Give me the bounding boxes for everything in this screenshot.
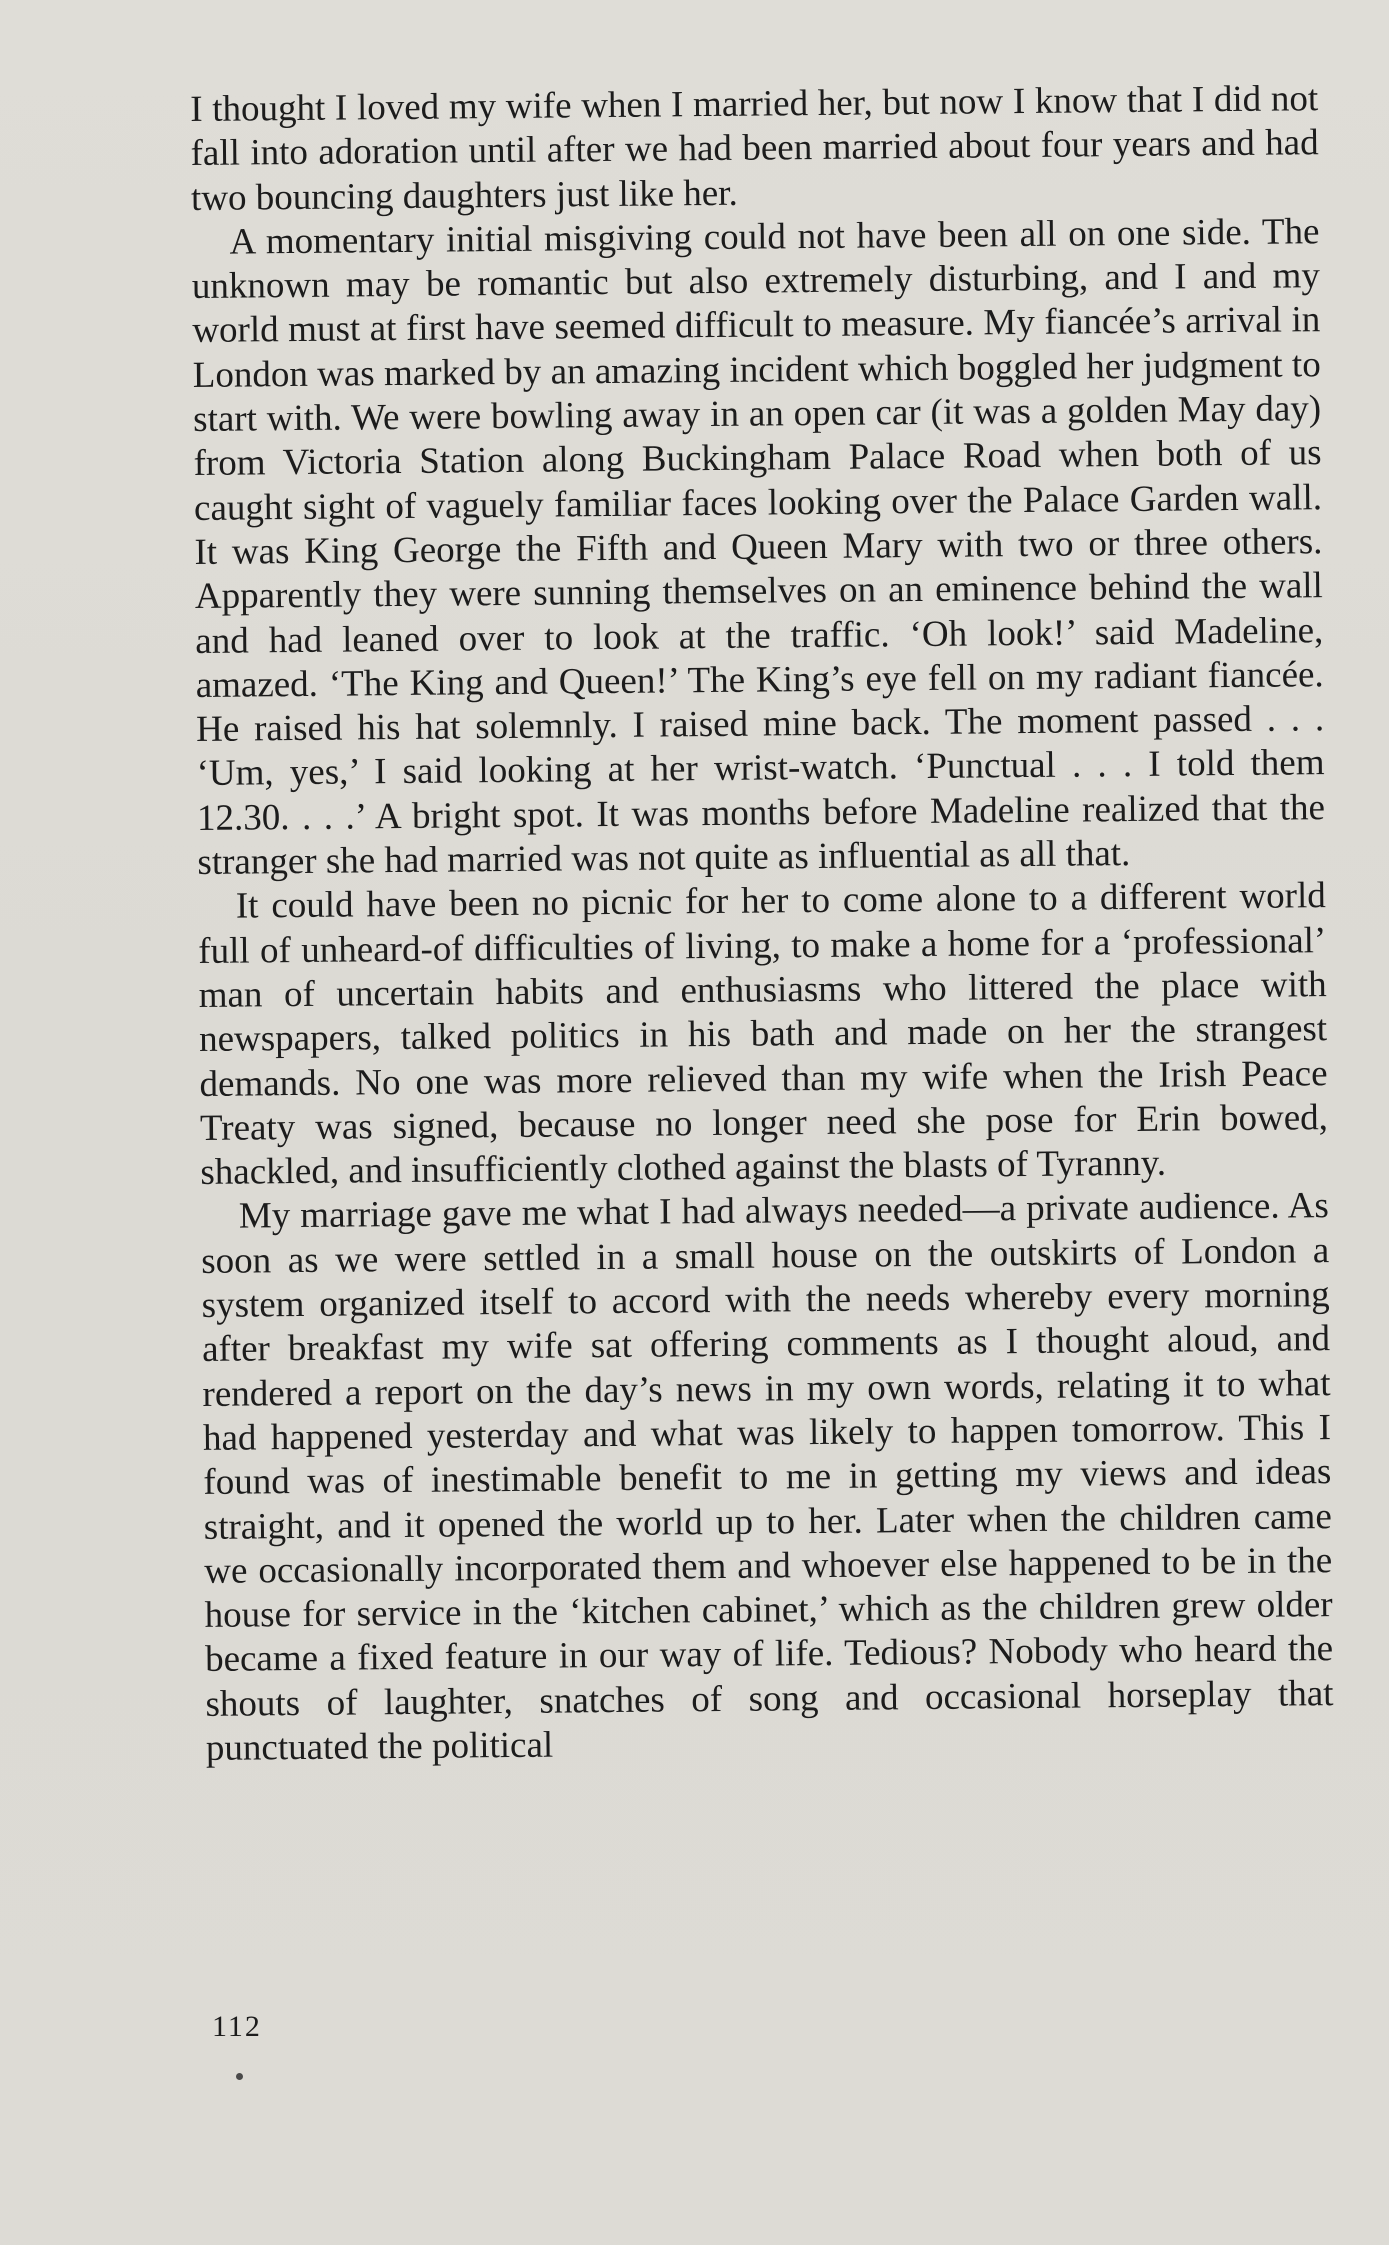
page-number: 112 [212,2010,262,2043]
body-text [190,77,1334,1771]
paragraph-3: It could have been no picnic for her to come alone to a different world full of unheard-of difficulties of living, to make a home for a ‘professional’ man of uncertain habits and enthusiasms who littered the place with newspapers, talked politics in his bath and made on her the strangest demands. No one was more relieved than my wife when the Irish Peace Treaty was signed, because no longer need she pose for Erin bowed, shackled, and insufficiently clothed against the blasts of Tyranny. [198,875,1329,1194]
paragraph-2: A momentary initial misgiving could not have been all on one side. The unknown may be romantic but also extremely disturbing, and I and my world must at first have seemed difficult to measure. My fiancée’s arrival in London was marked by an amazing incident which boggled her judgment to start with. We were bowling away in an open car (it was a golden May day) from Victoria Station along Buckingham Palace Road when both of us caught sight of vaguely familiar faces looking over the Palace Garden wall. It was King George the Fifth and Queen Mary with two or three others. Apparently they were sunning themselves on an eminence behind the wall and had leaned over to look at the traffic. ‘Oh look!’ said Madeline, amazed. ‘The King and Queen!’ The King’s eye fell on my radiant fiancée. He raised his hat solemnly. I raised mine back. The moment passed . . . ‘Um, yes,’ I said looking at her wrist-watch. ‘Punctual . . . I told them 12.30. . . .’ A bright spot. It was months before Madeline realized that the stranger she had married was not quite as influential as all that. [191,211,1326,884]
paragraph-4: My marriage gave me what I had always needed—a private audience. As soon as we were settled in a small house on the outskirts of London a system organized itself to accord with the needs whereby every morning after breakfast my wife sat offering comments as I thought aloud, and rendered a report on the day’s news in my own words, relating it to what had happened yesterday and what was likely to happen tomorrow. This I found was of inestimable benefit to me in getting my views and ideas straight, and it opened the world up to her. Later when the children came we occasionally incorporated them and whoever else happened to be in the house for service in the ‘kitchen cabinet,’ which as the children grew older became a fixed feature in our way of life. Tedious? Nobody who heard the shouts of laughter, snatches of song and occasional horseplay that punctuated the political [201,1185,1334,1769]
paragraph-1: I thought I loved my wife when I married her, but now I know that I did not fall into adoration until after we had been married about four years and had two bouncing daughters just like her. [190,78,1319,219]
ink-speck [236,2073,243,2080]
